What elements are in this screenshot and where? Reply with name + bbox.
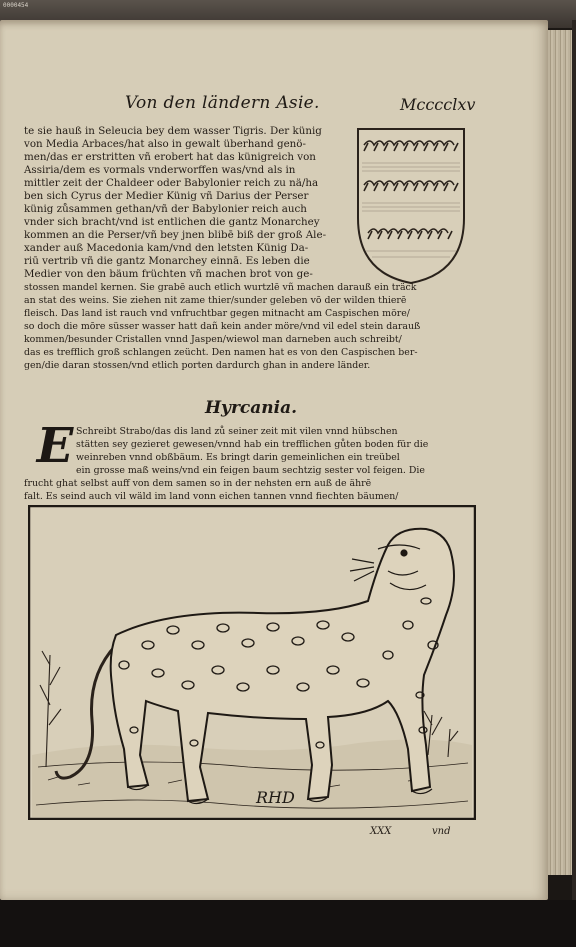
text-line: so doch die mōre süsser wasser hatt dañ kein ander möre/vnd vil edel stein darauß — [24, 321, 421, 332]
text-line: stätten sey gezieret gewesen/vnnd hab ein trefflichen gůten boden für die — [76, 439, 429, 450]
text-line: falt. Es seind auch vil wäld im land vonn eichen tannen vnnd fiechten bäumen/ — [24, 491, 399, 502]
text-line: riū vertrib vñ die gantz Monarchey einnā. Es leben die — [24, 255, 310, 267]
text-line: men/das er erstritten vñ erobert hat das künigreich von — [24, 151, 316, 163]
text-line: fleisch. Das land ist rauch vnd vnfruchtbar gegen mitnacht am Caspischen möre/ — [24, 308, 410, 319]
scan-id-label: 0000454 — [3, 2, 29, 9]
page-stack-edge — [548, 30, 572, 875]
text-line: stossen mandel kernen. Sie grabē auch etlich wurtzlē vñ machen darauß ein träck — [24, 282, 417, 293]
text-line: ben sich Cyrus der Medier Künig vñ Darius der Perser — [24, 190, 309, 202]
text-line: an stat des weins. Sie ziehen nit zame thier/sunder geleben vō der wilden thierē — [24, 295, 407, 306]
leopard-woodcut-illustration — [28, 505, 476, 820]
woodcut-monogram: RHD — [256, 788, 295, 807]
text-line: Schreibt Strabo/das dis land zů seiner zeit mit vilen vnnd hübschen — [76, 426, 398, 437]
catchword: vnd — [432, 826, 451, 837]
text-line: ein grosse maß weins/vnd ein feigen baum sechtzig sester vol feigen. Die — [76, 465, 425, 476]
text-line: vnder sich bracht/vnd ist entlichen die gantz Monarchey — [24, 216, 320, 228]
edge-shadow — [572, 20, 576, 900]
text-line: frucht ghat selbst auff von dem samen so in der nehsten ern auß de ährē — [24, 478, 372, 489]
text-line: von Media Arbaces/hat also in gewalt überhand genö- — [24, 138, 306, 150]
signature-mark: XXX — [370, 826, 392, 837]
text-line: kommen/besunder Cristallen vnnd Jaspen/wiewol man darneben auch schreibt/ — [24, 334, 402, 345]
scanner-bottom-margin — [0, 900, 576, 947]
text-line: künig zůsammen gethan/vñ der Babylonier reich auch — [24, 203, 307, 215]
section-heading-hyrcania: Hyrcania. — [205, 398, 298, 418]
running-head: Von den ländern Asie. — [125, 93, 320, 113]
text-line: Assiria/dem es vormals vnderworffen was/vnd als in — [24, 164, 296, 176]
text-line: kommen an die Perser/vñ bey jnen blibē biß der groß Ale- — [24, 229, 327, 241]
heraldic-shield-icon — [352, 123, 470, 288]
text-line: xander auß Macedonia kam/vnd den letsten Künig Da- — [24, 242, 309, 254]
text-line: mittler zeit der Chaldeer oder Babylonier reich zu nä/ha — [24, 177, 319, 189]
text-line: gen/die daran stossen/vnd etlich porten dardurch ghan in andere länder. — [24, 360, 371, 371]
text-line: weinreben vnnd obßbäum. Es bringt darin gemeinlichen ein treübel — [76, 452, 400, 463]
drop-cap-initial: E — [36, 418, 74, 474]
text-line: das es trefflich groß schlangen zeücht. Den namen hat es von den Caspischen ber- — [24, 347, 418, 358]
text-line: te sie hauß in Seleucia bey dem wasser Tigris. Der künig — [24, 125, 322, 137]
folio-number: Mcccclxv — [400, 95, 476, 114]
text-line: Medier von den bäum früchten vñ machen brot von ge- — [24, 268, 313, 280]
